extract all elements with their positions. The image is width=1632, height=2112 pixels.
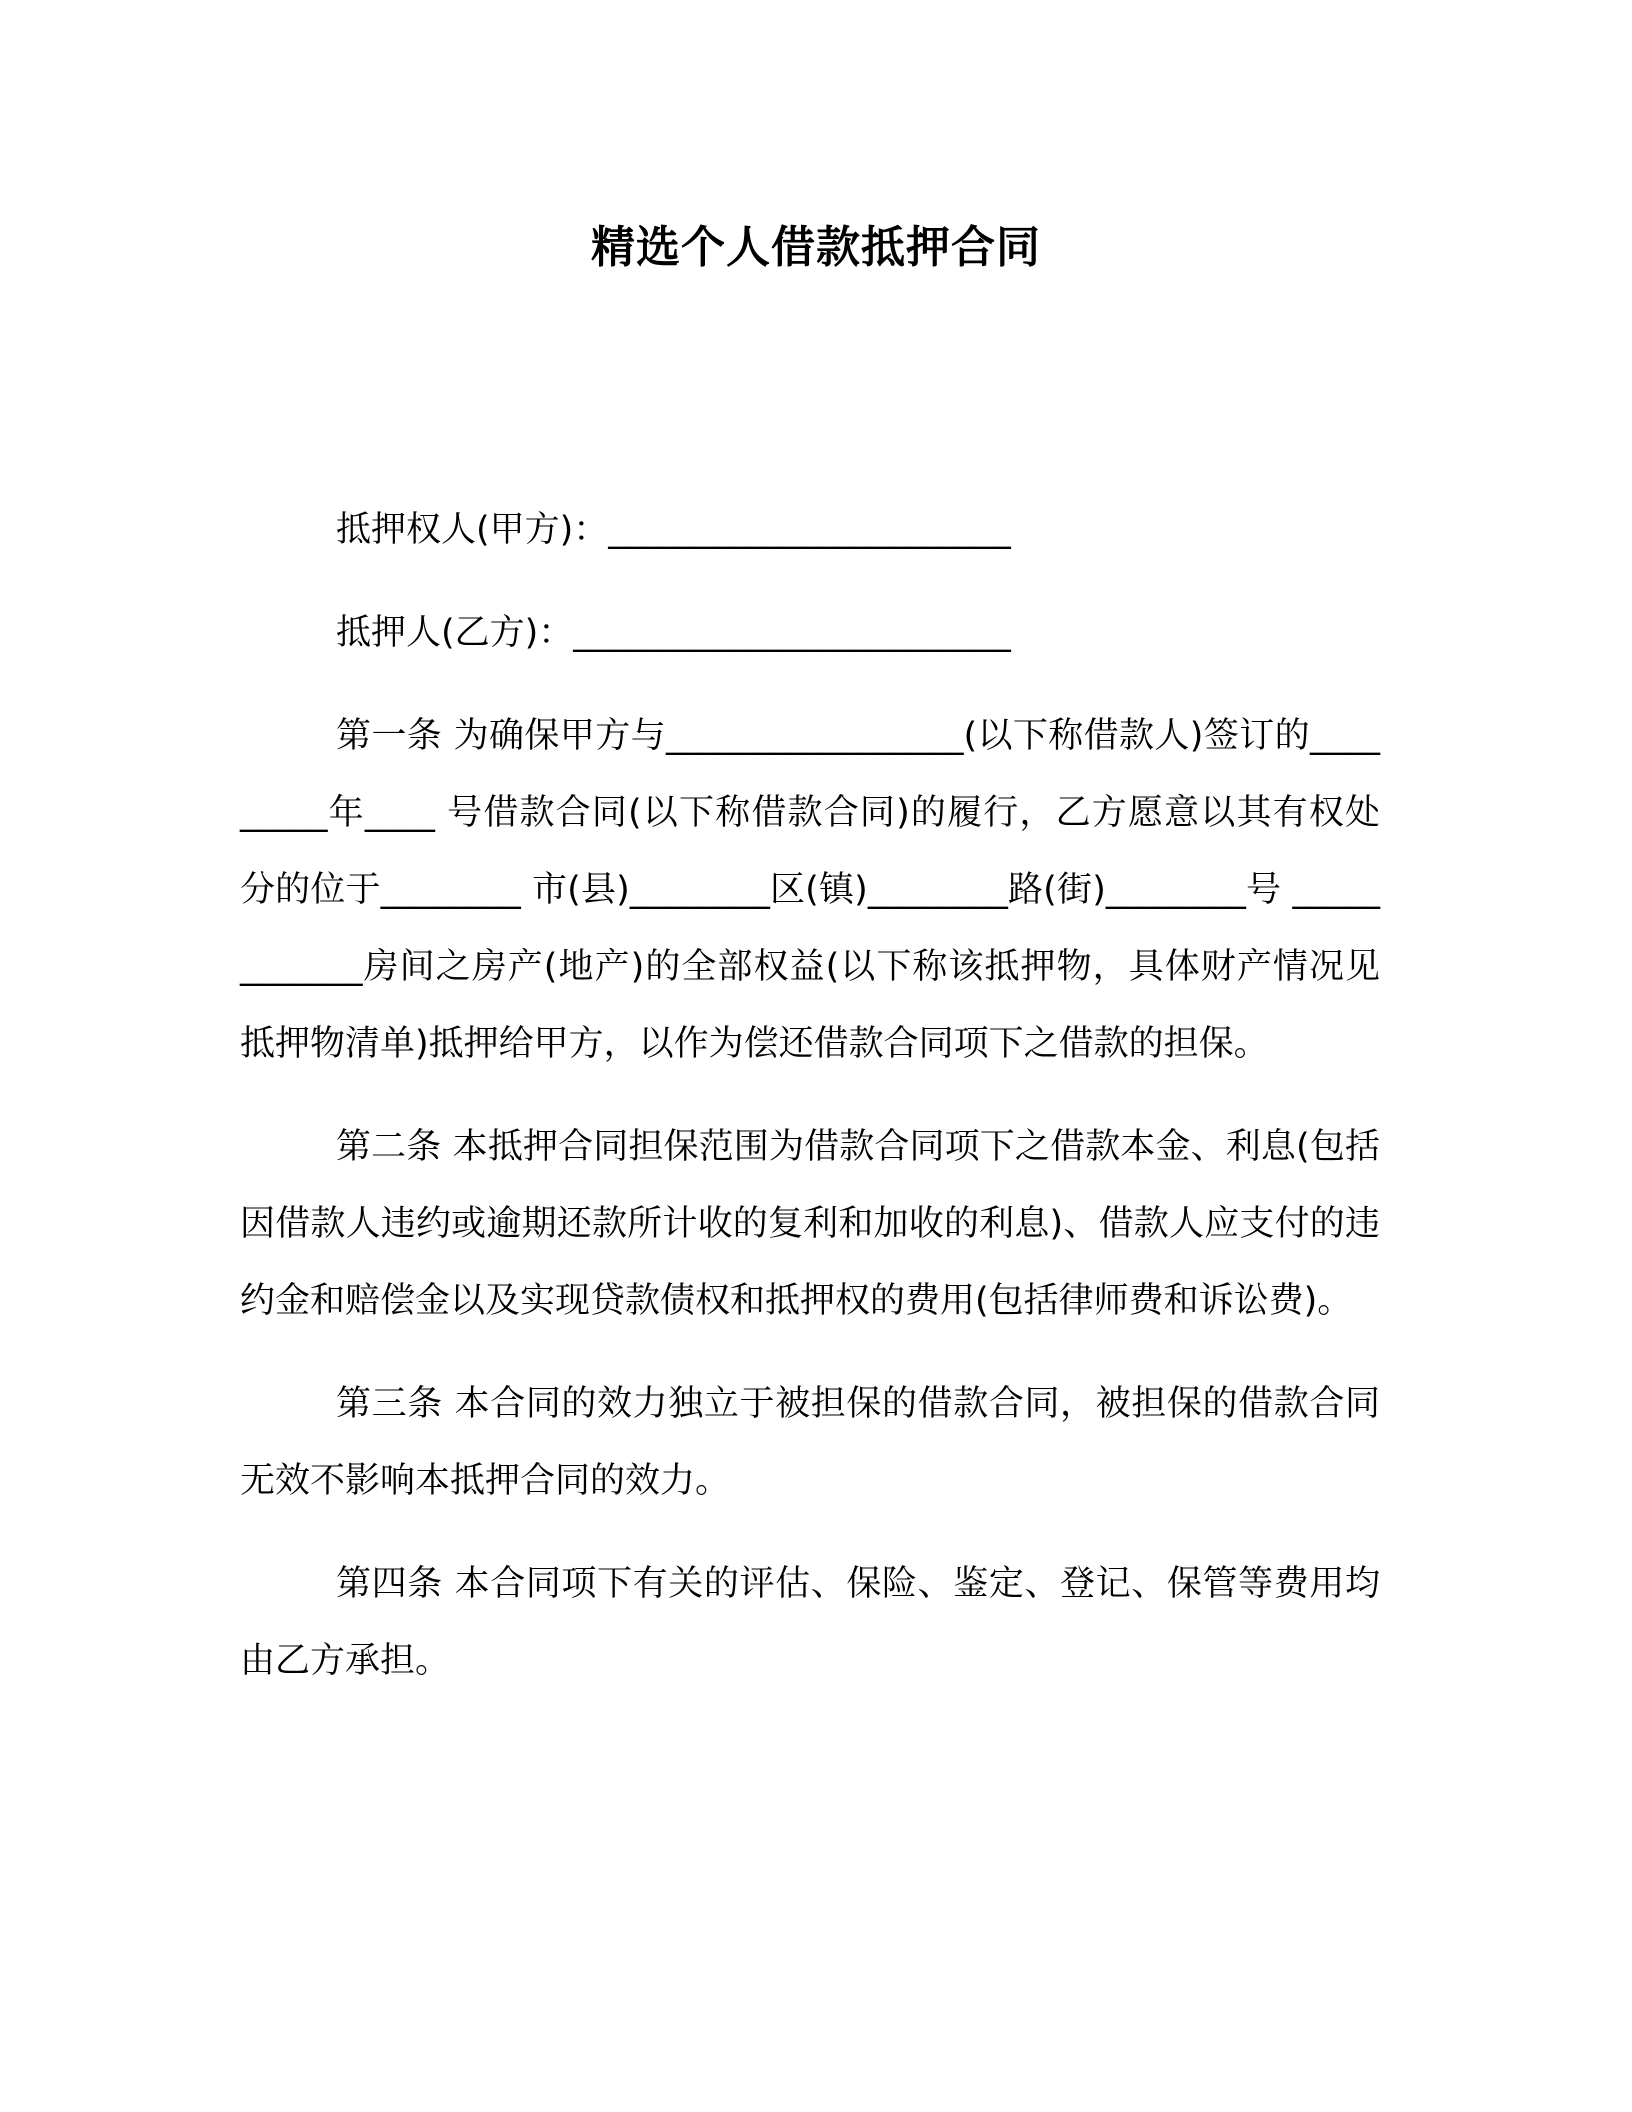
mortgagor-line: 抵押人(乙方)：_________________________ — [336, 613, 1011, 653]
document-title: 精选个人借款抵押合同 — [591, 222, 1041, 273]
document-body — [240, 492, 1380, 1700]
article-3: 第三条 本合同的效力独立于被担保的借款合同，被担保的借款合同无效不影响本抵押合同的效力。 — [240, 1384, 1380, 1501]
article-4: 第四条 本合同项下有关的评估、保险、鉴定、登记、保管等费用均由乙方承担。 — [240, 1564, 1380, 1681]
mortgagee-line: 抵押权人(甲方)：_______________________ — [336, 510, 1011, 550]
article-1: 第一条 为确保甲方与_________________(以下称借款人)签订的_________年____ 号借款合同(以下称借款合同)的履行，乙方愿意以其有权处分的位于________ 市(县)________区(镇)________路(街)________号 ____________房间之房产(地产)的全部权益(以下称该抵押物，具体财产情况见抵押物清单)抵押给甲方，以作为偿还借款合同项下之借款的担保。 — [240, 716, 1380, 1064]
article-2: 第二条 本抵押合同担保范围为借款合同项下之借款本金、利息(包括因借款人违约或逾期还款所计收的复利和加收的利息)、借款人应支付的违约金和赔偿金以及实现贷款债权和抵押权的费用(包括律师费和诉讼费)。 — [240, 1127, 1380, 1321]
